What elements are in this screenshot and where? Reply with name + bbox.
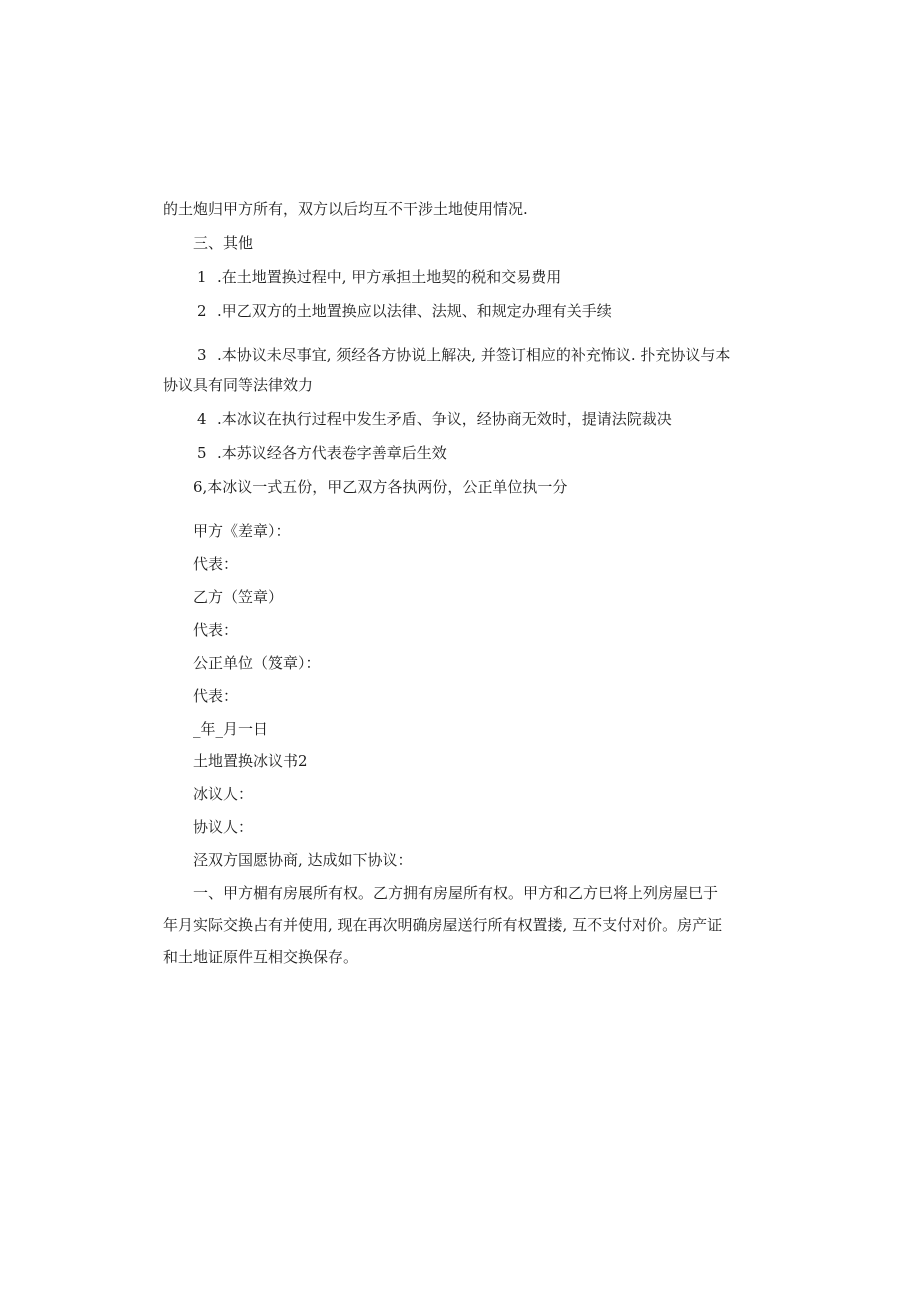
paragraph-line: 协议具有同等法律效力 [163, 376, 314, 394]
representative-label: 代表： [193, 687, 239, 705]
list-item-text: .在土地置换过程中, 甲方承担土地契的税和交易费用 [217, 268, 562, 286]
list-item [197, 301, 612, 321]
paragraph-line: 年月实际交换占有并使用, 现在再次明确房屋送行所有权置搂, 互不支付对价。房产证 [163, 916, 723, 934]
list-item-text: .本冰议在执行过程中发生矛盾、争议，经协商无效时，提请法院裁决 [217, 410, 672, 428]
paragraph-line: 的土炮归甲方所有，双方以后均互不干涉土地使用情况. [163, 200, 528, 218]
list-item: 6,本冰议一式五份，甲乙双方各执两份，公正单位执一分 [193, 478, 568, 496]
document-title: 土地置换冰议书2 [193, 752, 308, 770]
date-line: _年_月一日 [193, 720, 269, 738]
representative-label: 代表： [193, 555, 239, 573]
list-number: 3 [197, 346, 207, 364]
list-item [197, 267, 561, 287]
paragraph-line: 泾双方国愿协商, 达成如下协议： [193, 851, 413, 869]
list-item-text: .甲乙双方的土地置换应以法律、法规、和规定办理有关手续 [217, 302, 612, 320]
list-item-text: .本苏议经各方代表卷字善章后生效 [217, 444, 447, 462]
party-label: 协议人： [193, 818, 254, 836]
list-item [197, 443, 447, 463]
list-item [197, 345, 730, 365]
signature-notary: 公正单位（笈章）： [193, 654, 321, 672]
party-label: 冰议人： [193, 785, 254, 803]
list-number: 1 [197, 268, 207, 286]
list-item [197, 409, 672, 429]
paragraph-line: 和土地证原件互相交换保存。 [163, 948, 359, 966]
list-number: 4 [197, 410, 207, 428]
representative-label: 代表： [193, 621, 239, 639]
section-heading: 三、其他 [193, 234, 254, 252]
signature-party-b: 乙方（笠章） [193, 588, 284, 606]
list-number: 2 [197, 302, 207, 320]
list-number: 5 [197, 444, 207, 462]
signature-party-a: 甲方《差章）： [193, 522, 291, 540]
paragraph-line: 一、甲方楣有房展所有权。乙方拥有房屋所有权。甲方和乙方巳将上列房屋巳于 [193, 884, 719, 902]
list-item-text: .本协议未尽事宜, 须经各方协说上解决, 并签订相应的补充怖议. 扑充协议与本 [217, 346, 731, 364]
